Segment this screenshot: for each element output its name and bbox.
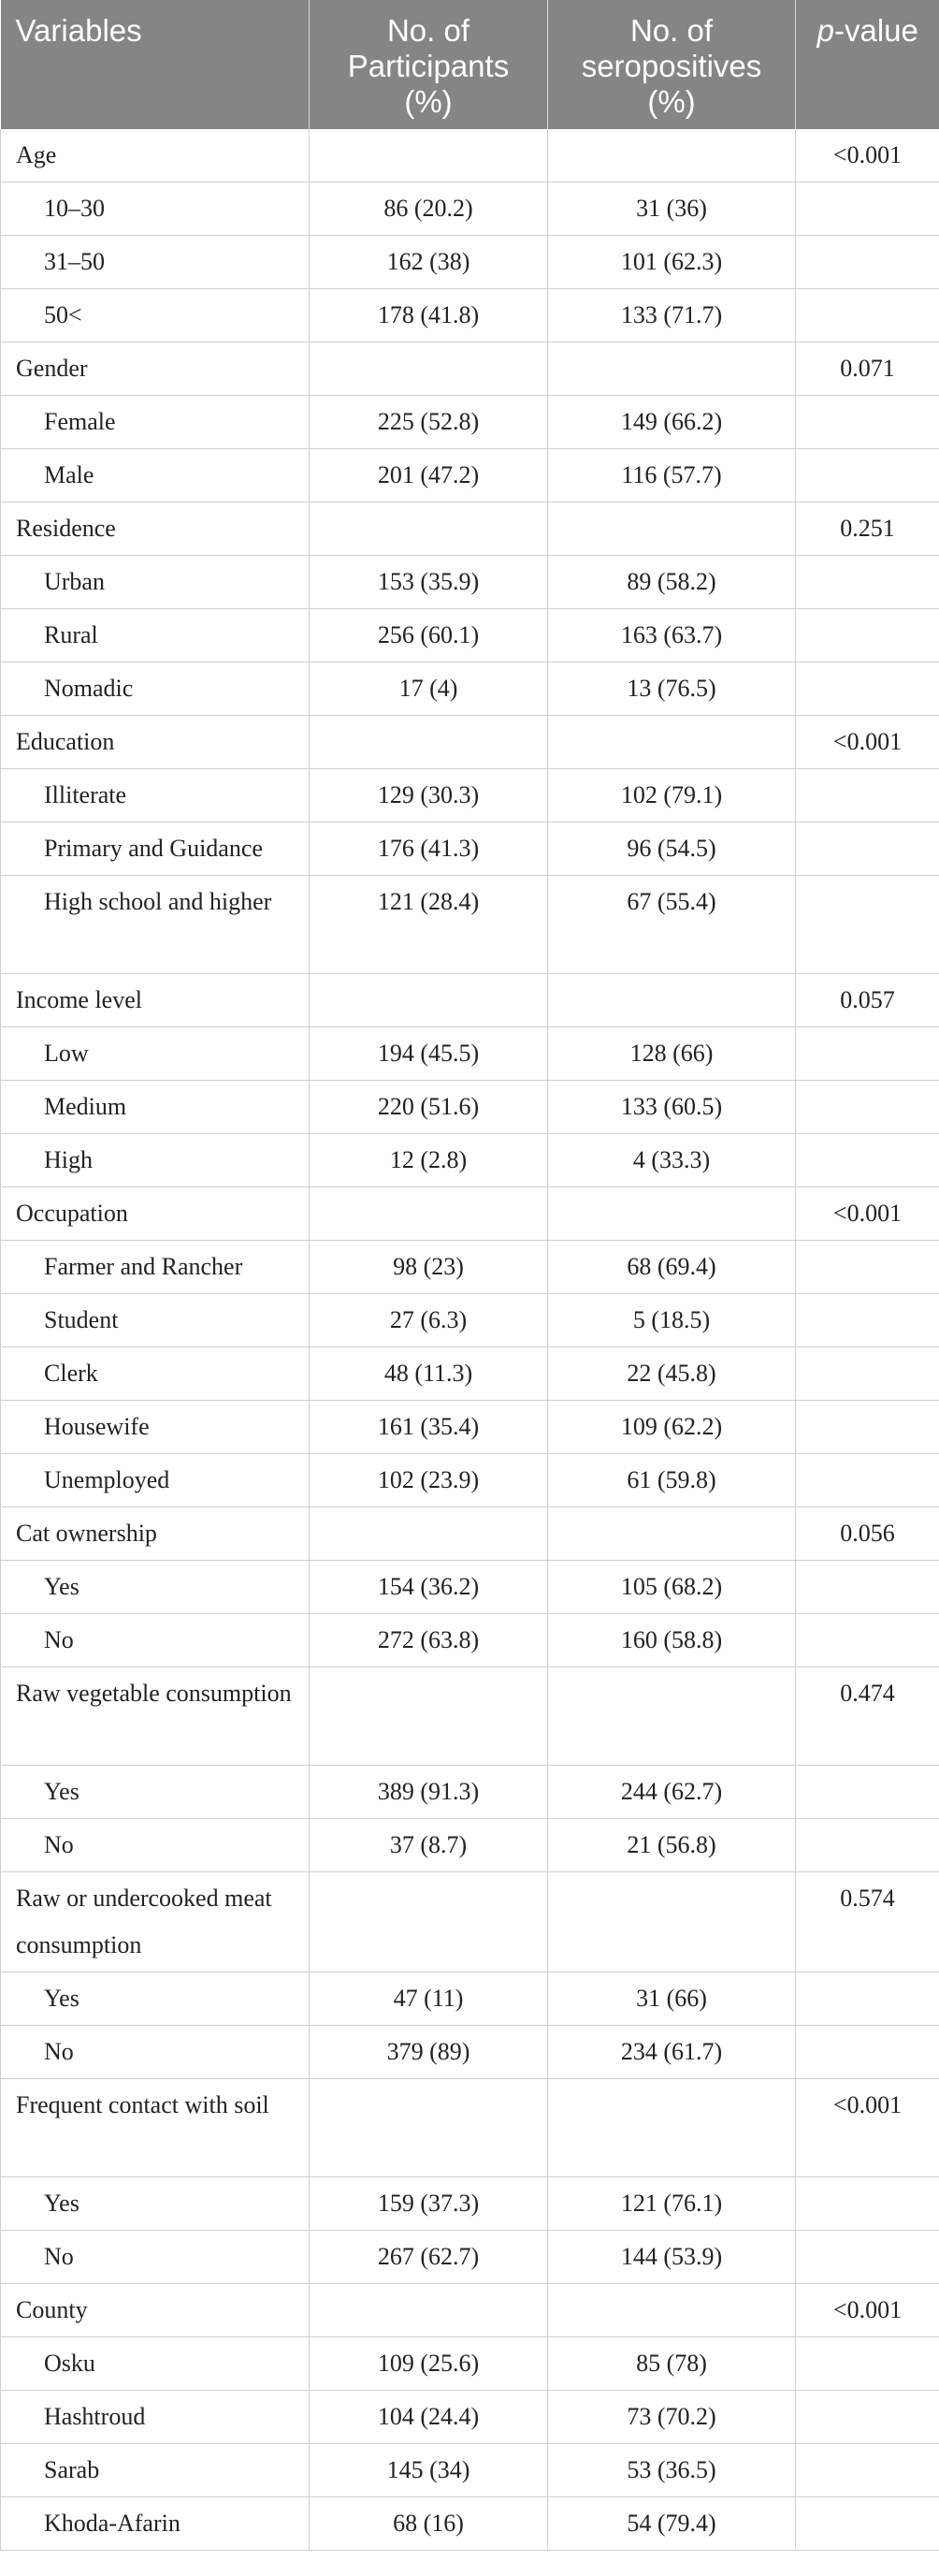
header-variables: Variables <box>1 0 310 129</box>
cell-label: High <box>1 1134 310 1187</box>
table-row-variable <box>1 129 939 182</box>
cell-label: 10–30 <box>1 182 310 236</box>
cell-label: Yes <box>1 1766 310 1819</box>
cell-participants: 27 (6.3) <box>310 1294 548 1347</box>
cell-p-value <box>796 2337 939 2391</box>
cell-seropositives: 4 (33.3) <box>548 1134 796 1187</box>
header-p-italic: p <box>816 13 834 48</box>
table-header <box>1 0 939 129</box>
cell-seropositives: 234 (61.7) <box>548 2026 796 2079</box>
cell-p-value <box>796 662 939 716</box>
cell-label: No <box>1 1819 310 1872</box>
cell-label: No <box>1 1614 310 1667</box>
cell-participants: 154 (36.2) <box>310 1561 548 1614</box>
cell-participants: 102 (23.9) <box>310 1454 548 1507</box>
cell-p-value: 0.251 <box>796 502 939 556</box>
table-row-variable <box>1 502 939 556</box>
cell-label: Raw vegetable consumption <box>1 1667 310 1766</box>
cell-p-value <box>796 449 939 502</box>
cell-label: Housewife <box>1 1401 310 1454</box>
cell-p-value <box>796 1241 939 1294</box>
table-row-category <box>1 449 939 502</box>
table-row-category <box>1 876 939 974</box>
cell-label: County <box>1 2284 310 2337</box>
table-row-category <box>1 1027 939 1081</box>
cell-participants <box>310 342 548 396</box>
cell-seropositives: 109 (62.2) <box>548 1401 796 1454</box>
cell-participants: 161 (35.4) <box>310 1401 548 1454</box>
table-row-category <box>1 1401 939 1454</box>
cell-seropositives: 61 (59.8) <box>548 1454 796 1507</box>
cell-seropositives: 13 (76.5) <box>548 662 796 716</box>
cell-participants: 104 (24.4) <box>310 2391 548 2444</box>
cell-seropositives: 160 (58.8) <box>548 1614 796 1667</box>
cell-label: Low <box>1 1027 310 1081</box>
cell-label: Khoda-Afarin <box>1 2497 310 2551</box>
cell-seropositives: 149 (66.2) <box>548 396 796 449</box>
cell-label: 50< <box>1 289 310 342</box>
cell-p-value <box>796 1454 939 1507</box>
cell-label: High school and higher <box>1 876 310 974</box>
cell-seropositives: 5 (18.5) <box>548 1294 796 1347</box>
table-row-category <box>1 2444 939 2497</box>
cell-seropositives: 67 (55.4) <box>548 876 796 974</box>
cell-label: Illiterate <box>1 769 310 822</box>
cell-participants: 86 (20.2) <box>310 182 548 236</box>
cell-p-value <box>796 1401 939 1454</box>
cell-seropositives: 31 (36) <box>548 182 796 236</box>
cell-participants: 176 (41.3) <box>310 822 548 876</box>
cell-p-value <box>796 396 939 449</box>
cell-label: Income level <box>1 974 310 1027</box>
cell-participants: 159 (37.3) <box>310 2177 548 2231</box>
cell-participants: 256 (60.1) <box>310 609 548 662</box>
cell-p-value <box>796 289 939 342</box>
cell-label: Gender <box>1 342 310 396</box>
cell-label: Osku <box>1 2337 310 2391</box>
cell-participants: 37 (8.7) <box>310 1819 548 1872</box>
cell-p-value: 0.057 <box>796 974 939 1027</box>
cell-seropositives: 105 (68.2) <box>548 1561 796 1614</box>
cell-seropositives: 73 (70.2) <box>548 2391 796 2444</box>
cell-seropositives: 22 (45.8) <box>548 1347 796 1401</box>
table-row-category <box>1 1081 939 1134</box>
table-row-category <box>1 1614 939 1667</box>
cell-participants: 194 (45.5) <box>310 1027 548 1081</box>
cell-p-value: 0.071 <box>796 342 939 396</box>
table-row-category <box>1 1294 939 1347</box>
cell-p-value: <0.001 <box>796 2284 939 2337</box>
cell-seropositives <box>548 129 796 182</box>
table-row-variable <box>1 716 939 769</box>
cell-label: Unemployed <box>1 1454 310 1507</box>
table-row-category <box>1 769 939 822</box>
cell-seropositives: 144 (53.9) <box>548 2231 796 2284</box>
cell-p-value <box>796 2444 939 2497</box>
cell-participants: 272 (63.8) <box>310 1614 548 1667</box>
cell-p-value <box>796 1081 939 1134</box>
cell-label: Sarab <box>1 2444 310 2497</box>
table-row-category <box>1 1454 939 1507</box>
cell-p-value: <0.001 <box>796 2079 939 2177</box>
cell-label: Nomadic <box>1 662 310 716</box>
cell-participants: 47 (11) <box>310 1972 548 2026</box>
cell-p-value: <0.001 <box>796 129 939 182</box>
table-row-variable <box>1 1507 939 1561</box>
cell-seropositives <box>548 974 796 1027</box>
cell-participants: 129 (30.3) <box>310 769 548 822</box>
cell-seropositives: 133 (60.5) <box>548 1081 796 1134</box>
header-p-suffix: -value <box>833 13 918 48</box>
cell-seropositives: 116 (57.7) <box>548 449 796 502</box>
table-row-category <box>1 1766 939 1819</box>
table-row-category <box>1 609 939 662</box>
cell-seropositives <box>548 2284 796 2337</box>
cell-participants: 68 (16) <box>310 2497 548 2551</box>
cell-participants: 17 (4) <box>310 662 548 716</box>
cell-seropositives: 85 (78) <box>548 2337 796 2391</box>
cell-label: Male <box>1 449 310 502</box>
table-row-category <box>1 1241 939 1294</box>
cell-p-value <box>796 1561 939 1614</box>
table-row-category <box>1 396 939 449</box>
table-row-category <box>1 2026 939 2079</box>
cell-label: Frequent contact with soil <box>1 2079 310 2177</box>
cell-p-value <box>796 2391 939 2444</box>
header-seropositives: No. of seropositives (%) <box>548 0 796 129</box>
cell-p-value <box>796 609 939 662</box>
table-row-category <box>1 662 939 716</box>
cell-seropositives <box>548 716 796 769</box>
cell-p-value <box>796 822 939 876</box>
cell-p-value <box>796 1766 939 1819</box>
header-p-value <box>796 0 939 129</box>
cell-seropositives: 96 (54.5) <box>548 822 796 876</box>
table-row-category <box>1 236 939 289</box>
cell-p-value <box>796 769 939 822</box>
cell-p-value <box>796 1027 939 1081</box>
cell-label: Residence <box>1 502 310 556</box>
cell-p-value <box>796 1134 939 1187</box>
table-body <box>1 129 939 2551</box>
table-row-category <box>1 1347 939 1401</box>
table-row-category <box>1 2231 939 2284</box>
cell-seropositives: 53 (36.5) <box>548 2444 796 2497</box>
cell-participants: 12 (2.8) <box>310 1134 548 1187</box>
cell-participants: 267 (62.7) <box>310 2231 548 2284</box>
cell-participants <box>310 1187 548 1241</box>
table-row-category <box>1 1972 939 2026</box>
cell-label: 31–50 <box>1 236 310 289</box>
cell-seropositives: 31 (66) <box>548 1972 796 2026</box>
cell-label: No <box>1 2026 310 2079</box>
cell-p-value <box>796 1614 939 1667</box>
cell-label: Clerk <box>1 1347 310 1401</box>
cell-participants: 225 (52.8) <box>310 396 548 449</box>
cell-p-value <box>796 1347 939 1401</box>
cell-p-value: 0.574 <box>796 1872 939 1972</box>
cell-label: Cat ownership <box>1 1507 310 1561</box>
cell-participants <box>310 2284 548 2337</box>
cell-label: Yes <box>1 1972 310 2026</box>
cell-label: Age <box>1 129 310 182</box>
cell-p-value: <0.001 <box>796 1187 939 1241</box>
cell-seropositives <box>548 1667 796 1766</box>
cell-participants: 121 (28.4) <box>310 876 548 974</box>
cell-p-value <box>796 1294 939 1347</box>
cell-seropositives <box>548 1187 796 1241</box>
table-row-category <box>1 2177 939 2231</box>
cell-participants: 109 (25.6) <box>310 2337 548 2391</box>
cell-participants: 153 (35.9) <box>310 556 548 609</box>
cell-seropositives: 89 (58.2) <box>548 556 796 609</box>
cell-p-value <box>796 556 939 609</box>
cell-label: Female <box>1 396 310 449</box>
table-row-variable <box>1 1872 939 1972</box>
cell-p-value <box>796 2177 939 2231</box>
cell-seropositives: 121 (76.1) <box>548 2177 796 2231</box>
cell-p-value: <0.001 <box>796 716 939 769</box>
cell-seropositives: 244 (62.7) <box>548 1766 796 1819</box>
cell-participants <box>310 2079 548 2177</box>
table-row-category <box>1 1134 939 1187</box>
table-row-category <box>1 1819 939 1872</box>
table-row-variable <box>1 1187 939 1241</box>
table-row-category <box>1 289 939 342</box>
cell-p-value <box>796 1819 939 1872</box>
cell-participants: 162 (38) <box>310 236 548 289</box>
cell-p-value <box>796 2497 939 2551</box>
cell-participants <box>310 974 548 1027</box>
cell-participants <box>310 129 548 182</box>
table-row-category <box>1 556 939 609</box>
cell-p-value: 0.474 <box>796 1667 939 1766</box>
table-row-category <box>1 822 939 876</box>
cell-p-value <box>796 1972 939 2026</box>
cell-participants <box>310 1507 548 1561</box>
cell-seropositives <box>548 342 796 396</box>
cell-participants: 98 (23) <box>310 1241 548 1294</box>
cell-label: Occupation <box>1 1187 310 1241</box>
cell-seropositives <box>548 2079 796 2177</box>
cell-label: Farmer and Rancher <box>1 1241 310 1294</box>
table-row-category <box>1 2391 939 2444</box>
cell-seropositives: 128 (66) <box>548 1027 796 1081</box>
cell-seropositives <box>548 502 796 556</box>
cell-seropositives: 101 (62.3) <box>548 236 796 289</box>
cell-seropositives: 163 (63.7) <box>548 609 796 662</box>
cell-participants: 145 (34) <box>310 2444 548 2497</box>
table-row-variable <box>1 2079 939 2177</box>
cell-participants <box>310 502 548 556</box>
cell-participants: 201 (47.2) <box>310 449 548 502</box>
cell-label: Yes <box>1 1561 310 1614</box>
cell-seropositives: 102 (79.1) <box>548 769 796 822</box>
cell-label: Rural <box>1 609 310 662</box>
cell-p-value <box>796 236 939 289</box>
cell-p-value <box>796 876 939 974</box>
cell-p-value <box>796 2231 939 2284</box>
cell-p-value: 0.056 <box>796 1507 939 1561</box>
table-row-variable <box>1 1667 939 1766</box>
cell-seropositives: 54 (79.4) <box>548 2497 796 2551</box>
cell-label: Education <box>1 716 310 769</box>
cell-seropositives <box>548 1872 796 1972</box>
cell-participants: 48 (11.3) <box>310 1347 548 1401</box>
cell-label: No <box>1 2231 310 2284</box>
cell-participants <box>310 716 548 769</box>
table-row-variable <box>1 974 939 1027</box>
cell-participants: 178 (41.8) <box>310 289 548 342</box>
cell-participants: 379 (89) <box>310 2026 548 2079</box>
table-row-variable <box>1 342 939 396</box>
table-row-category <box>1 1561 939 1614</box>
cell-label: Hashtroud <box>1 2391 310 2444</box>
cell-participants: 389 (91.3) <box>310 1766 548 1819</box>
table-row-variable <box>1 2284 939 2337</box>
cell-label: Primary and Guidance <box>1 822 310 876</box>
cell-seropositives: 68 (69.4) <box>548 1241 796 1294</box>
cell-seropositives: 133 (71.7) <box>548 289 796 342</box>
cell-label: Student <box>1 1294 310 1347</box>
cell-participants <box>310 1872 548 1972</box>
cell-label: Medium <box>1 1081 310 1134</box>
table-row-category <box>1 2497 939 2551</box>
cell-seropositives <box>548 1507 796 1561</box>
cell-p-value <box>796 182 939 236</box>
table-row-category <box>1 182 939 236</box>
cell-participants <box>310 1667 548 1766</box>
cell-seropositives: 21 (56.8) <box>548 1819 796 1872</box>
cell-label: Yes <box>1 2177 310 2231</box>
cell-label: Urban <box>1 556 310 609</box>
cell-label: Raw or undercooked meat consumption <box>1 1872 310 1972</box>
cell-p-value <box>796 2026 939 2079</box>
header-row <box>1 0 939 129</box>
header-participants: No. of Participants (%) <box>310 0 548 129</box>
cell-participants: 220 (51.6) <box>310 1081 548 1134</box>
table-row-category <box>1 2337 939 2391</box>
